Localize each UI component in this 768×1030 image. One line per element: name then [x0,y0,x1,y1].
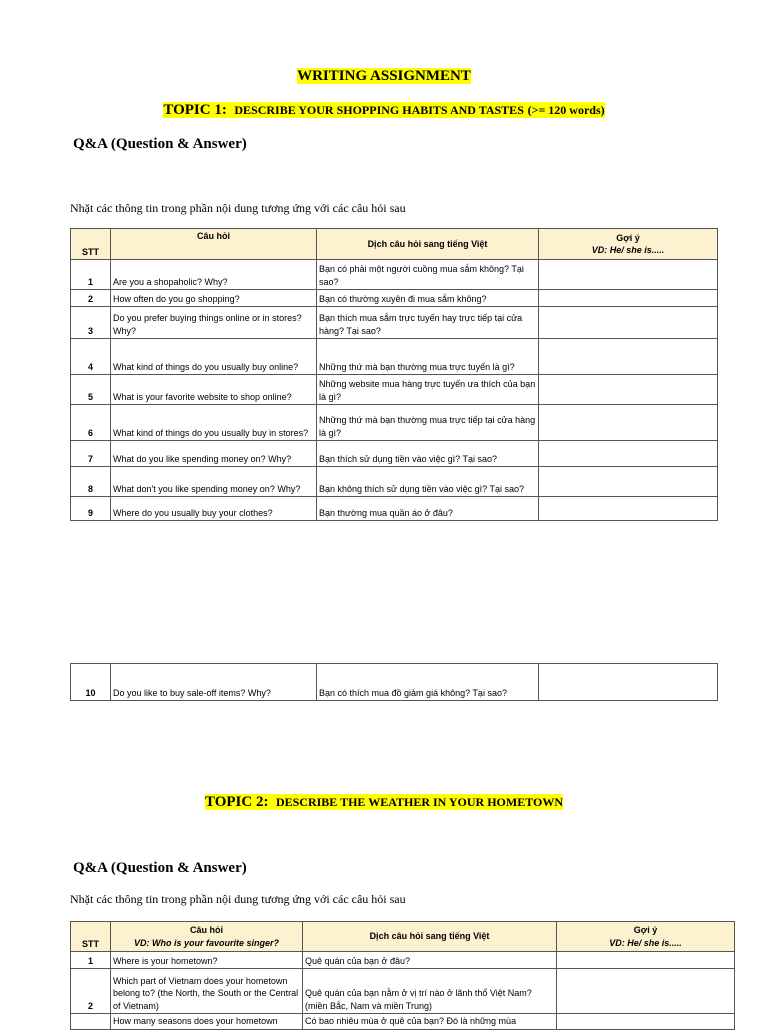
topic1-instruction: Nhặt các thông tin trong phần nội dung tương ứng với các câu hỏi sau [70,201,406,215]
table-row: 9 Where do you usually buy your clothes? Bạn thường mua quần áo ở đâu? [71,497,718,521]
document-title-text: WRITING ASSIGNMENT [297,68,471,84]
hint-cell[interactable] [539,260,718,290]
header-question: Câu hỏi VD: Who is your favourite singer? [111,922,303,952]
table-row: 2 How often do you go shopping? Bạn có thường xuyên đi mua sắm không? [71,290,718,307]
table-row: 3 Do you prefer buying things online or in stores? Why? Bạn thích mua sắm trực tuyến hay trực tiếp tại cửa hàng? Tại sao? [71,307,718,339]
topic1-suffix: (>= 120 words) [527,103,605,117]
topic1-label: TOPIC 1: [163,102,227,118]
topic1-qa-heading: Q&A (Question & Answer) [73,136,247,152]
header-translation: Dịch câu hỏi sang tiếng Việt [303,922,557,952]
hint-cell[interactable] [539,497,718,521]
header-stt: STT [71,922,111,952]
topic1-table [70,228,718,521]
table-row: 1 Are you a shopaholic? Why? Bạn có phải một người cuồng mua sắm không? Tại sao? [71,260,718,290]
table-row: How many seasons does your hometown Có bao nhiêu mùa ở quê của bạn? Đó là những mùa [71,1014,735,1030]
document-title [0,68,768,85]
header-hint-example: VD: He/ she is..... [591,245,665,255]
header-hint: Gợi ý VD: He/ she is..... [557,922,735,952]
hint-cell[interactable] [539,339,718,375]
topic2-label: TOPIC 2: [204,794,269,810]
header-question: Câu hỏi [111,229,317,260]
header-hint-example: VD: He/ she is..... [609,937,682,948]
hint-cell[interactable] [557,952,735,969]
table-row: 8 What don't you like spending money on? Why? Bạn không thích sử dụng tiền vào việc gì? Tại sao? [71,467,718,497]
table-row: 4 What kind of things do you usually buy online? Những thứ mà bạn thường mua trực tuyến là gì? [71,339,718,375]
table-row: 5 What is your favorite website to shop online? Những website mua hàng trực tuyến ưa thích của bạn là gì? [71,375,718,405]
topic1-text: DESCRIBE YOUR SHOPPING HABITS AND TASTES [234,103,524,117]
hint-cell[interactable] [539,307,718,339]
hint-cell[interactable] [557,1014,735,1030]
header-question-example: VD: Who is your favourite singer? [133,937,279,948]
table-row: 10 Do you like to buy sale-off items? Why? Bạn có thích mua đồ giảm giá không? Tại sao? [71,664,718,701]
hint-cell[interactable] [539,664,718,701]
hint-cell[interactable] [539,405,718,441]
topic1-table-continued [70,663,718,701]
topic2-qa-heading: Q&A (Question & Answer) [73,860,247,876]
topic2-instruction: Nhặt các thông tin trong phần nội dung tương ứng với các câu hỏi sau [70,892,406,906]
table-row: 6 What kind of things do you usually buy in stores? Những thứ mà bạn thường mua trực tiếp tại cửa hàng là gì? [71,405,718,441]
table-row: 7 What do you like spending money on? Why? Bạn thích sử dụng tiền vào việc gì? Tại sao? [71,441,718,467]
table-header-row [71,229,718,260]
topic1-heading [0,102,768,119]
table-header-row [71,922,735,952]
table-row: 2 Which part of Vietnam does your hometown belong to? (the North, the South or the Central of Vietnam) Quê quán của bạn nằm ở vị trí nào ở lãnh thổ Việt Nam? (miền Bắc, Nam và miền Trung) [71,969,735,1014]
topic2-heading [0,794,768,811]
header-hint: Gợi ý VD: He/ she is..... [539,229,718,260]
topic2-text: DESCRIBE THE WEATHER IN YOUR HOMETOWN [275,795,564,809]
table-row: 1 Where is your hometown? Quê quán của bạn ở đâu? [71,952,735,969]
hint-cell[interactable] [539,375,718,405]
topic2-table [70,921,735,1030]
hint-cell[interactable] [539,441,718,467]
hint-cell[interactable] [539,467,718,497]
hint-cell[interactable] [557,969,735,1014]
header-stt: STT [71,229,111,260]
header-translation: Dịch câu hỏi sang tiếng Việt [317,229,539,260]
hint-cell[interactable] [539,290,718,307]
